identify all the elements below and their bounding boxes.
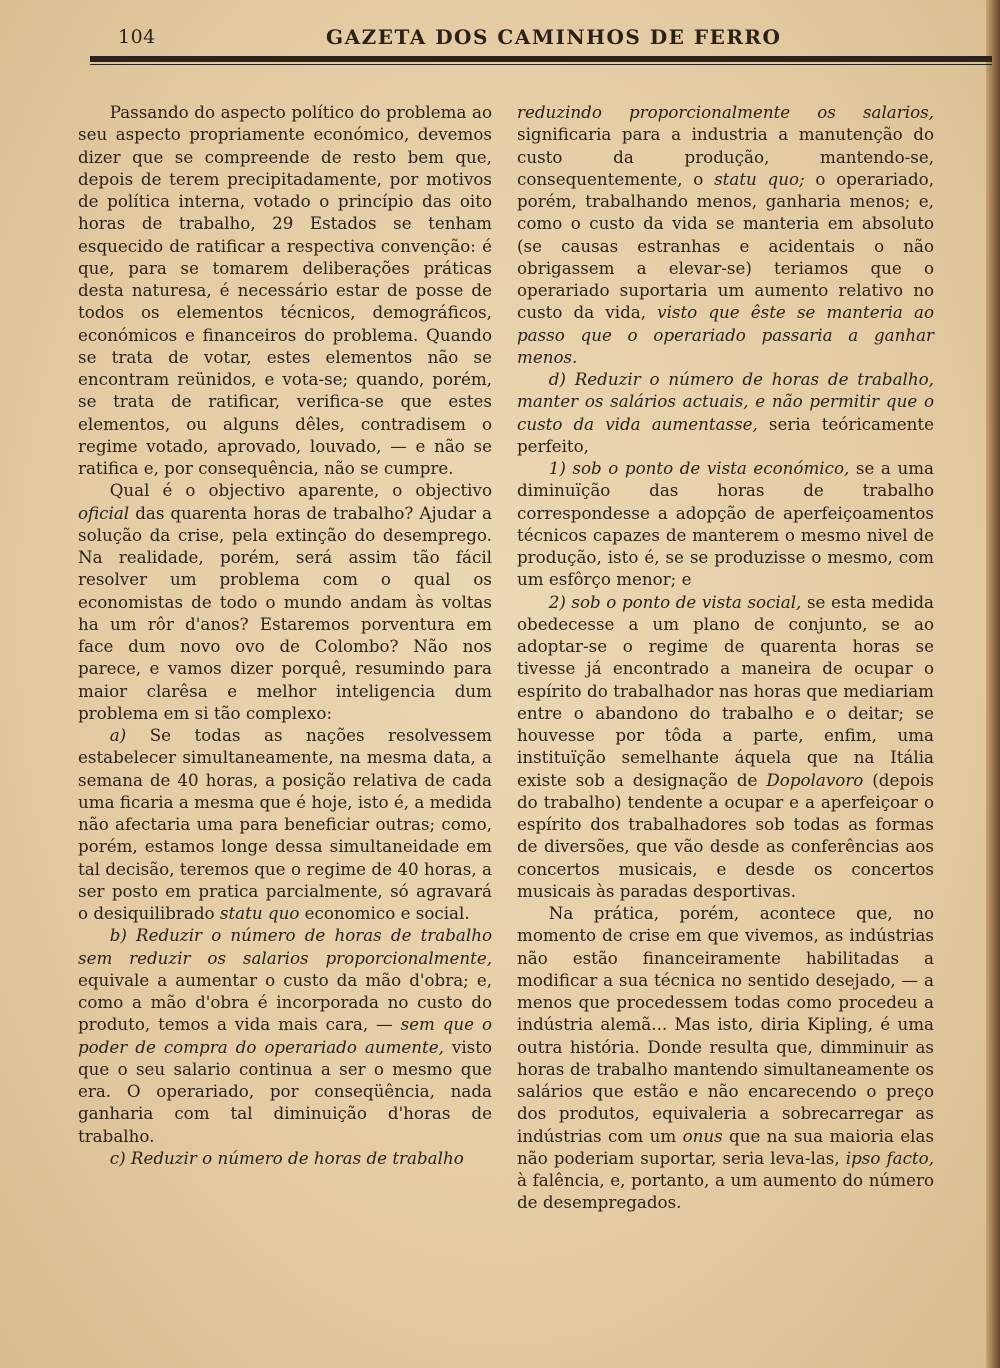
- paragraph-item-d2: 2) sob o ponto de vista social, se esta medida obedecesse a um plano de conjunto, se ao adoptar-se o regime de quarenta horas se tivesse já encontrado a maneira de ocupar o espírito do trabalhador nas horas que mediariam entre o abandono do trabalho e o deitar; se houvesse por tôda a parte, enfim, uma instituïção semelhante áquela que na Itália existe sob a designação de Dopolavoro (depois do trabalho) tendente a ocupar e a aperfeiçoar o espírito dos trabalhadores sob todas as formas de diversões, que vão desde as conferências aos concertos musicais, e desde os concertos musicais às paradas desportivas.: [517, 591, 934, 901]
- paragraph-item-d1: 1) sob o ponto de vista económico, se a uma diminuïção das horas de trabalho correspondesse a adopção de aperfeiçoamentos técnicos capazes de manterem o mesmo nivel de produção, isto é, se se produzisse o mesmo, com um esfôrço menor; e: [517, 458, 934, 590]
- header-rule-thick: [90, 56, 992, 62]
- page-edge: [986, 0, 1000, 1368]
- paragraph-objective: Qual é o objectivo aparente, o objectivo oficial das quarenta horas de trabalho? Ajudar a solução da crise, pela extinção do desemprego. Na realidade, porém, será assim tão fácil resolver um problema com o qual os economistas de todo o mundo andam às voltas ha um rôr d'anos? Estaremos porventura em face dum novo ovo de Colombo? Não nos parece, e vamos dizer porquê, resumindo para maior clarêsa e melhor inteligencia dum problema em si tão complexo:: [78, 480, 492, 723]
- paragraph-item-c-start: c) Reduzir o número de horas de trabalho: [109, 1147, 464, 1168]
- paragraph-item-c-continued: reduzindo proporcionalmente os salarios, significaria para a industria a manutenção do custo da produção, mantendo-se, consequentemente, o statu quo; o operariado, porém, trabalhando menos, ganharia menos; e, como o custo da vida se manteria em absoluto (se causas estranhas e acidentais o não obrigassem a elevar-se) teriamos que o operariado suportaria um aumento relativo no custo da vida, visto que êste se manteria ao passo que o operariado passaria a ganhar menos.: [517, 102, 935, 367]
- right-column: [517, 101, 934, 1214]
- paragraph-item-a: a) Se todas as nações resolvessem estabelecer simultaneamente, na mesma data, a semana de 40 horas, a posição relativa de cada uma ficaria a mesma que é hoje, isto é, a medida não afectaria uma para beneficiar outras; como, porém, estamos longe dessa simultaneidade em tal decisão, teremos que o regime de 40 horas, a ser posto em pratica parcialmente, só agravará o desiquilibrado statu quo economico e social.: [78, 725, 492, 923]
- paragraph-political-aspect: Passando do aspecto político do problema ao seu aspecto propriamente económico, devemos dizer que se compreende de resto bem que, depois de terem precipitadamente, por motivos de política interna, votado o princípio das oito horas de trabalho, 29 Estados se tenham esquecido de ratificar a respectiva convenção: é que, para se tomarem deliberações práticas desta naturesa, é necessário estar de posse de todos os elementos técnicos, demográficos, económicos e financeiros do problema. Quando se trata de votar, estes elementos não se encontram reünidos, e vota-se; quando, porém, se trata de ratificar, verifica-se que estes elementos, ou alguns dêles, contradisem o regime votado, aprovado, louvado, — e não se ratifica e, por consequência, não se cumpre.: [78, 102, 492, 478]
- paragraph-item-d: d) Reduzir o número de horas de trabalho, manter os salários actuais, e não permitir que o custo da vida aumentasse, seria teóricamente perfeito,: [517, 369, 934, 456]
- paragraph-item-b: b) Reduzir o número de horas de trabalho sem reduzir os salarios proporcionalmente, equivale a aumentar o custo da mão d'obra; e, como a mão d'obra é incorporada no custo do produto, temos a vida mais cara, — sem que o poder de compra do operariado aumente, visto que o seu salario continua a ser o mesmo que era. O operariado, por conseqüência, nada ganharia com tal diminuição d'horas de trabalho.: [78, 925, 493, 1146]
- header-rule-thin: [90, 64, 992, 65]
- journal-title: GAZETA DOS CAMINHOS DE FERRO: [326, 25, 782, 49]
- paragraph-in-practice: Na prática, porém, acontece que, no momento de crise em que vivemos, as indústrias não estão financeiramente habilitadas a modificar a sua técnica no sentido desejado, — a menos que procedessem todas como procedeu a indústria alemã... Mas isto, diria Kipling, é uma outra história. Donde resulta que, dimminuir as horas de trabalho mantendo simultaneamente os salários que estão e não encarecendo o preço dos produtos, equivaleria a sobrecarregar as indústrias com um onus que na sua maioria elas não poderiam suportar, seria leva-las, ipso facto, à falência, e, portanto, a um aumento do número de desempregados.: [517, 903, 935, 1213]
- left-column: [78, 101, 492, 1169]
- page-number: 104: [118, 26, 156, 48]
